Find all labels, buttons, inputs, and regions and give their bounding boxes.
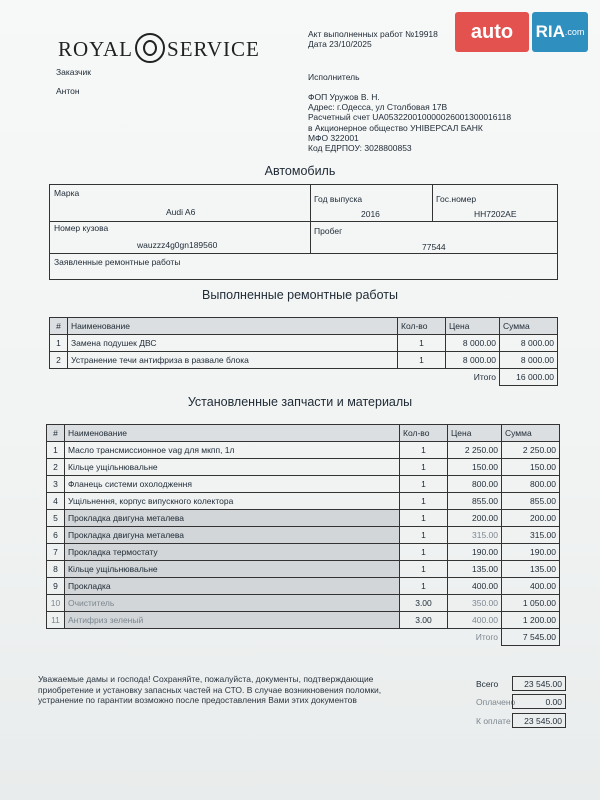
car-divider bbox=[50, 221, 557, 222]
grand-total-value: 23 545.00 bbox=[512, 676, 566, 691]
row-sum: 200.00 bbox=[502, 510, 560, 527]
row-name: Замена подушек ДВС bbox=[68, 335, 398, 352]
row-sum: 135.00 bbox=[502, 561, 560, 578]
car-plate-value: НН7202АЕ bbox=[474, 209, 517, 219]
row-qty: 1 bbox=[400, 493, 448, 510]
table-row bbox=[47, 595, 560, 612]
table-row bbox=[47, 493, 560, 510]
row-num: 3 bbox=[47, 476, 65, 493]
table-row bbox=[47, 476, 560, 493]
row-qty: 3.00 bbox=[400, 595, 448, 612]
row-num: 7 bbox=[47, 544, 65, 561]
company-logo bbox=[58, 36, 260, 66]
watermark-ria-text: RIA bbox=[535, 22, 565, 41]
row-price: 400.00 bbox=[448, 612, 502, 629]
parts-header-name: Наименование bbox=[65, 425, 400, 442]
act-header bbox=[308, 29, 438, 49]
car-mileage-value: 77544 bbox=[422, 242, 446, 252]
executor-line: Расчетный счет UA053220010000026001300016118 bbox=[308, 112, 512, 123]
row-name: Устранение течи антифриза в развале блока bbox=[68, 352, 398, 369]
car-year-label: Год выпуска bbox=[314, 194, 363, 204]
row-qty: 1 bbox=[400, 544, 448, 561]
works-total-label: Итого bbox=[473, 372, 496, 383]
paid-value: 0.00 bbox=[512, 694, 566, 709]
amount-due-label: К оплате bbox=[476, 716, 511, 726]
row-price: 135.00 bbox=[448, 561, 502, 578]
parts-total-row bbox=[47, 629, 560, 646]
logo-text-right: SERVICE bbox=[167, 36, 260, 61]
row-sum: 800.00 bbox=[502, 476, 560, 493]
row-qty: 1 bbox=[400, 561, 448, 578]
row-name: Очиститель bbox=[65, 595, 400, 612]
row-price: 8 000.00 bbox=[446, 335, 500, 352]
row-qty: 1 bbox=[400, 442, 448, 459]
works-table-header bbox=[50, 318, 558, 335]
row-qty: 1 bbox=[400, 527, 448, 544]
logo-knot-icon bbox=[135, 33, 165, 63]
row-sum: 315.00 bbox=[502, 527, 560, 544]
row-qty: 1 bbox=[400, 459, 448, 476]
logo-text-left: ROYAL bbox=[58, 36, 134, 61]
watermark-ria-badge bbox=[532, 12, 588, 52]
customer-label: Заказчик bbox=[56, 67, 91, 77]
row-qty: 1 bbox=[400, 476, 448, 493]
row-price: 400.00 bbox=[448, 578, 502, 595]
car-info-box bbox=[49, 184, 558, 280]
row-num: 2 bbox=[50, 352, 68, 369]
parts-table bbox=[46, 424, 560, 646]
grand-total-label: Всего bbox=[476, 679, 499, 689]
row-num: 1 bbox=[47, 442, 65, 459]
car-year-value: 2016 bbox=[361, 209, 380, 219]
parts-total-value: 7 545.00 bbox=[502, 629, 560, 646]
car-section-title: Автомобиль bbox=[264, 164, 336, 178]
row-name: Антифриз зеленый bbox=[65, 612, 400, 629]
parts-header-num: # bbox=[47, 425, 65, 442]
table-row bbox=[47, 442, 560, 459]
row-sum: 2 250.00 bbox=[502, 442, 560, 459]
row-qty: 1 bbox=[398, 352, 446, 369]
blank-cell bbox=[68, 369, 398, 386]
row-sum: 150.00 bbox=[502, 459, 560, 476]
parts-table-header bbox=[47, 425, 560, 442]
table-row bbox=[47, 544, 560, 561]
row-sum: 190.00 bbox=[502, 544, 560, 561]
parts-section-title: Установленные запчасти и материалы bbox=[187, 395, 413, 409]
works-header-num: # bbox=[50, 318, 68, 335]
row-name: Прокладка bbox=[65, 578, 400, 595]
parts-header-sum: Сумма bbox=[502, 425, 560, 442]
row-qty: 1 bbox=[400, 510, 448, 527]
works-header-name: Наименование bbox=[68, 318, 398, 335]
works-table bbox=[49, 317, 558, 386]
row-name: Прокладка двигуна металева bbox=[65, 527, 400, 544]
row-price: 190.00 bbox=[448, 544, 502, 561]
row-sum: 855.00 bbox=[502, 493, 560, 510]
row-price: 200.00 bbox=[448, 510, 502, 527]
row-name: Кільце ущільнювальне bbox=[65, 561, 400, 578]
executor-details bbox=[308, 92, 511, 153]
row-price: 350.00 bbox=[448, 595, 502, 612]
executor-line: МФО 322001 bbox=[308, 132, 359, 143]
car-declared-works-label: Заявленные ремонтные работы bbox=[54, 257, 181, 267]
works-total-value: 16 000.00 bbox=[500, 369, 558, 386]
table-row bbox=[50, 335, 558, 352]
car-brand-label: Марка bbox=[54, 188, 80, 198]
car-vin-label: Номер кузова bbox=[54, 223, 109, 233]
executor-line: ФОП Уружов В. Н. bbox=[308, 92, 380, 102]
car-brand-value: Audi A6 bbox=[166, 207, 196, 217]
car-mileage-label: Пробег bbox=[314, 226, 343, 236]
table-row bbox=[47, 510, 560, 527]
executor-label: Исполнитель bbox=[308, 72, 360, 82]
row-sum: 8 000.00 bbox=[500, 352, 558, 369]
row-price: 8 000.00 bbox=[446, 352, 500, 369]
row-name: Прокладка термостату bbox=[65, 544, 400, 561]
blank-cell bbox=[400, 629, 448, 646]
row-num: 1 bbox=[50, 335, 68, 352]
watermark-auto-badge bbox=[455, 12, 529, 52]
executor-line: Код ЕДРПОУ: 3028800853 bbox=[308, 143, 412, 154]
row-price: 800.00 bbox=[448, 476, 502, 493]
row-price: 150.00 bbox=[448, 459, 502, 476]
row-sum: 400.00 bbox=[502, 578, 560, 595]
blank-cell bbox=[65, 629, 400, 646]
row-sum: 1 050.00 bbox=[502, 595, 560, 612]
table-row bbox=[47, 578, 560, 595]
works-total-row bbox=[50, 369, 558, 386]
works-header-price: Цена bbox=[446, 318, 500, 335]
row-qty: 1 bbox=[398, 335, 446, 352]
blank-cell bbox=[50, 369, 68, 386]
executor-line: Адрес: г.Одесса, ул Столбовая 17В bbox=[308, 102, 448, 113]
row-name: Кільце ущільнювальне bbox=[65, 459, 400, 476]
row-num: 9 bbox=[47, 578, 65, 595]
act-date: Дата 23/10/2025 bbox=[308, 39, 372, 49]
amount-due-value: 23 545.00 bbox=[512, 713, 566, 728]
row-name: Фланець системи охолодження bbox=[65, 476, 400, 493]
row-name: Масло трансмиссионное vag для мкпп, 1л bbox=[65, 442, 400, 459]
parts-header-qty: Кол-во bbox=[400, 425, 448, 442]
act-title: Акт выполненных работ №19918 bbox=[308, 29, 438, 39]
parts-header-price: Цена bbox=[448, 425, 502, 442]
car-divider bbox=[50, 253, 557, 254]
table-row bbox=[50, 352, 558, 369]
watermark-auto-text: auto bbox=[470, 20, 514, 43]
row-qty: 1 bbox=[400, 578, 448, 595]
row-name: Ущільнення, корпус випускного колектора bbox=[65, 493, 400, 510]
customer-name: Антон bbox=[56, 86, 80, 96]
row-price: 315.00 bbox=[448, 527, 502, 544]
row-price: 855.00 bbox=[448, 493, 502, 510]
car-plate-label: Гос.номер bbox=[436, 194, 477, 204]
car-divider bbox=[432, 185, 433, 221]
row-num: 8 bbox=[47, 561, 65, 578]
warranty-note: Уважаемые дамы и господа! Сохраняйте, пожалуйста, документы, подтверждающие приобретение и установку запасных частей на СТО. В случае возникновения поломки, устранение по гарантии возможно после предоставления Вами этих документов bbox=[38, 674, 382, 706]
paid-label: Оплачено bbox=[476, 697, 516, 707]
table-row bbox=[47, 561, 560, 578]
blank-cell bbox=[47, 629, 65, 646]
watermark-ria-suffix: .com bbox=[564, 27, 585, 37]
works-header-qty: Кол-во bbox=[398, 318, 446, 335]
row-name: Прокладка двигуна металева bbox=[65, 510, 400, 527]
row-sum: 8 000.00 bbox=[500, 335, 558, 352]
car-vin-value: wauzzz4g0gn189560 bbox=[137, 240, 218, 250]
table-row bbox=[47, 527, 560, 544]
row-num: 5 bbox=[47, 510, 65, 527]
row-num: 4 bbox=[47, 493, 65, 510]
row-num: 11 bbox=[47, 612, 65, 629]
works-section-title: Выполненные ремонтные работы bbox=[202, 288, 398, 302]
row-qty: 3.00 bbox=[400, 612, 448, 629]
row-num: 6 bbox=[47, 527, 65, 544]
blank-cell bbox=[398, 369, 446, 386]
car-divider bbox=[310, 185, 311, 253]
table-row bbox=[47, 459, 560, 476]
row-num: 10 bbox=[47, 595, 65, 612]
row-sum: 1 200.00 bbox=[502, 612, 560, 629]
row-num: 2 bbox=[47, 459, 65, 476]
table-row bbox=[47, 612, 560, 629]
executor-line: в Акционерное общество УНІВЕРСАЛ БАНК bbox=[308, 122, 483, 133]
parts-total-label: Итого bbox=[475, 632, 498, 643]
row-price: 2 250.00 bbox=[448, 442, 502, 459]
works-header-sum: Сумма bbox=[500, 318, 558, 335]
